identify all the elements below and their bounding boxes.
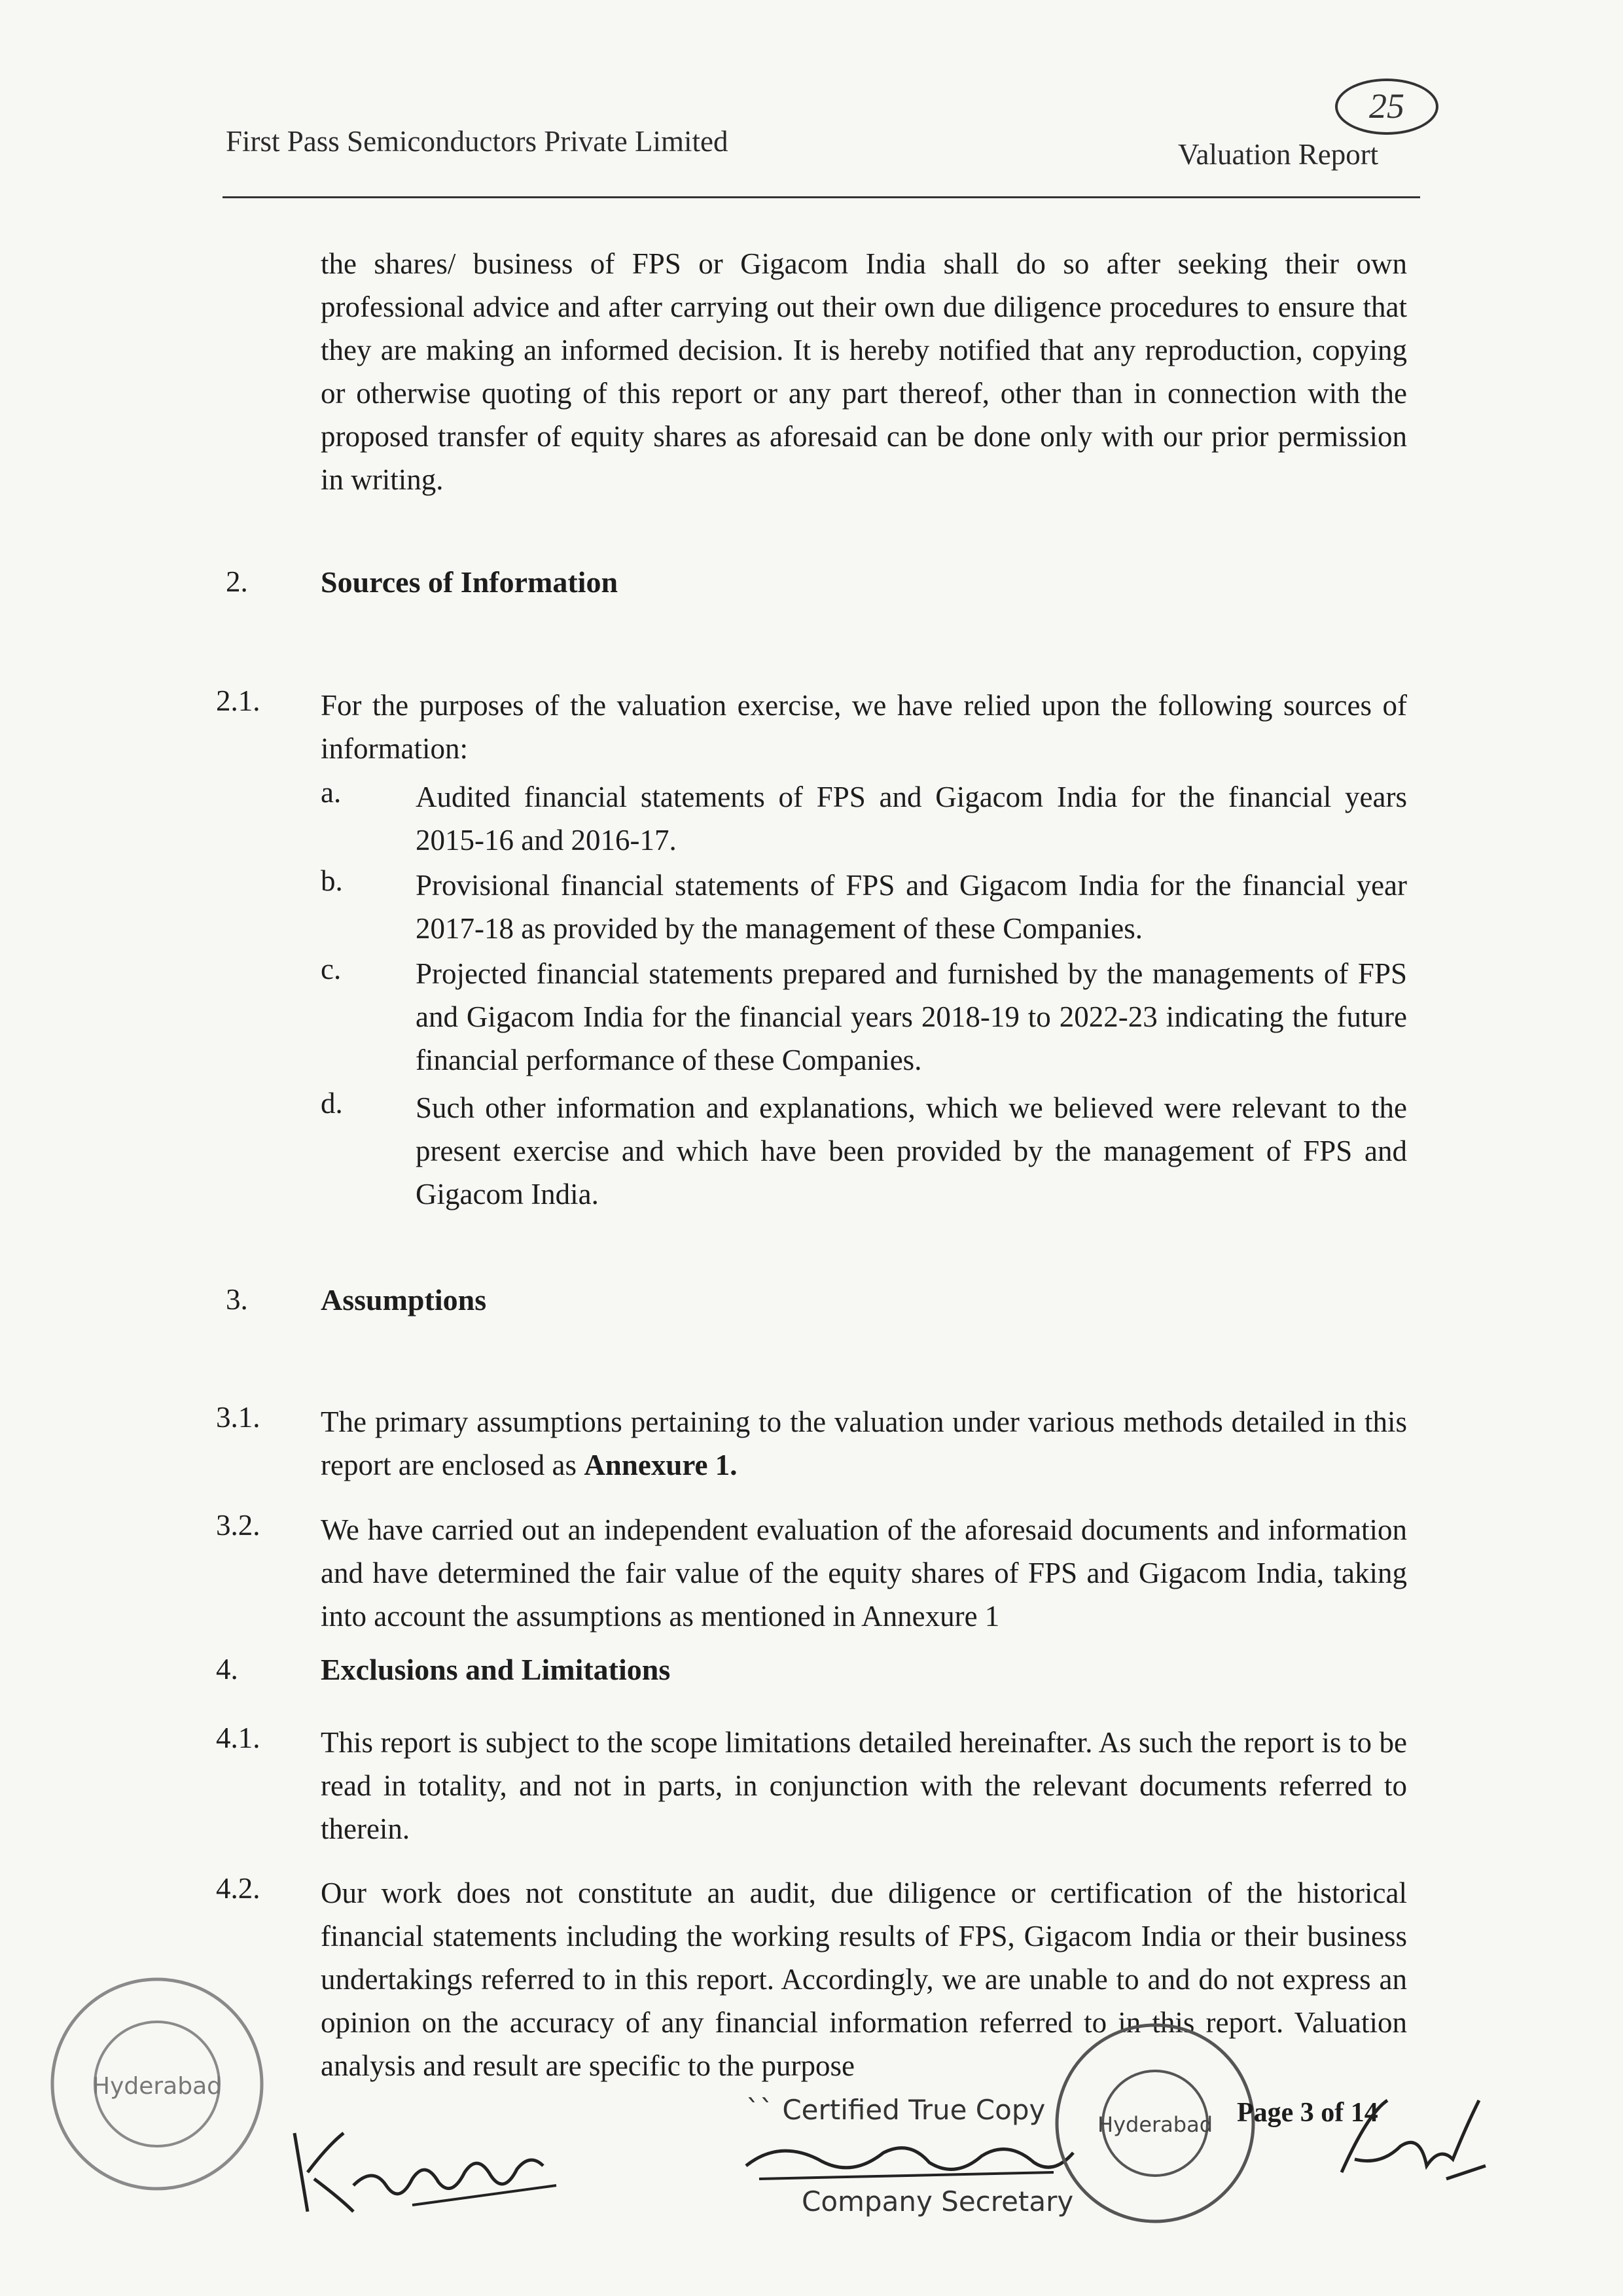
intro-paragraph: the shares/ business of FPS or Gigacom India shall do so after seeking their own professional advice and after carrying out their own due diligence procedures to ensure that they are making an informed decision. It is hereby notified that any reproduction, copying or otherwise quoting of this report or any part thereof, other than in connection with the proposed transfer of equity shares as aforesaid can be done only with our prior permission in writing. (321, 247, 1407, 496)
para-3-1-number: 3.1. (216, 1401, 260, 1434)
header-company-name: First Pass Semiconductors Private Limited (226, 125, 728, 158)
item-d-letter: d. (321, 1087, 343, 1120)
item-a-text: Audited financial statements of FPS and Gigacom India for the financial years 2015-16 and 2016-17. (416, 781, 1407, 857)
para-3-2-text: We have carried out an independent evaluation of the aforesaid documents and information and have determined the fair value of the equity shares of FPS and Gigacom India, taking into account the assumptions as mentioned in Annexure 1 (321, 1513, 1407, 1633)
para-2-1-number: 2.1. (216, 684, 260, 717)
section-4-title: Exclusions and Limitations (321, 1653, 671, 1686)
section-2-number: 2. (226, 565, 248, 598)
header-report-title: Valuation Report (1178, 138, 1379, 171)
item-c-text: Projected financial statements prepared and furnished by the managements of FPS and Gigacom India for the financial years 2018-19 to 2022-23 indicating the future financial performance of these Companies. (416, 957, 1407, 1076)
item-b-text: Provisional financial statements of FPS and Gigacom India for the financial year 2017-18 as provided by the management of these Companies. (416, 869, 1407, 945)
para-4-1-text: This report is subject to the scope limitations detailed hereinafter. As such the report is to be read in totality, and not in parts, in conjunction with the relevant documents referred to therein. (321, 1726, 1407, 1845)
handwritten-page-number: 25 (1335, 79, 1438, 135)
section-3-title: Assumptions (321, 1283, 487, 1316)
certified-true-copy-label: `` Certified True Copy (746, 2094, 1046, 2126)
section-3-number: 3. (226, 1283, 248, 1316)
para-4-2-number: 4.2. (216, 1872, 260, 1905)
item-d-text: Such other information and explanations, which we believed were relevant to the present exercise and which have been provided by the management of FPS and Gigacom India. (416, 1091, 1407, 1210)
section-2-title: Sources of Information (321, 565, 618, 599)
para-4-2-text: Our work does not constitute an audit, due diligence or certification of the historical financial statements including the working results of FPS, Gigacom India or their business undertakings referred to in this report. Accordingly, we are unable to and do not express an opinion on the accuracy of any financial information referred to in this report. Valuation analysis and result are specific to the purpose (321, 1877, 1407, 2082)
para-2-1-text: For the purposes of the valuation exercise, we have relied upon the following sources of information: (321, 689, 1407, 765)
section-4-number: 4. (216, 1653, 238, 1686)
item-b-letter: b. (321, 864, 343, 897)
item-a-letter: a. (321, 776, 342, 809)
auditor-stamp (43, 1969, 272, 2199)
company-stamp-city: Hyderabad (1097, 2112, 1213, 2137)
para-4-1-number: 4.1. (216, 1722, 260, 1754)
para-3-1-annexure: Annexure 1. (584, 1449, 738, 1481)
para-3-2-number: 3.2. (216, 1509, 260, 1542)
auditor-signature (281, 2107, 582, 2218)
para-3-1 (321, 1400, 1407, 1487)
company-secretary-signature (740, 2127, 1080, 2192)
header-divider (223, 196, 1420, 198)
item-c-letter: c. (321, 953, 342, 985)
para-3-1-text: The primary assumptions pertaining to the valuation under various methods detailed in this report are enclosed as (321, 1405, 1407, 1481)
company-stamp (1047, 2015, 1263, 2231)
company-secretary-label: Company Secretary (802, 2185, 1074, 2217)
auditor-stamp-city: Hyderabad (92, 2073, 222, 2100)
page-number: Page 3 of 14 (1237, 2098, 1378, 2128)
director-signature (1329, 2087, 1499, 2192)
